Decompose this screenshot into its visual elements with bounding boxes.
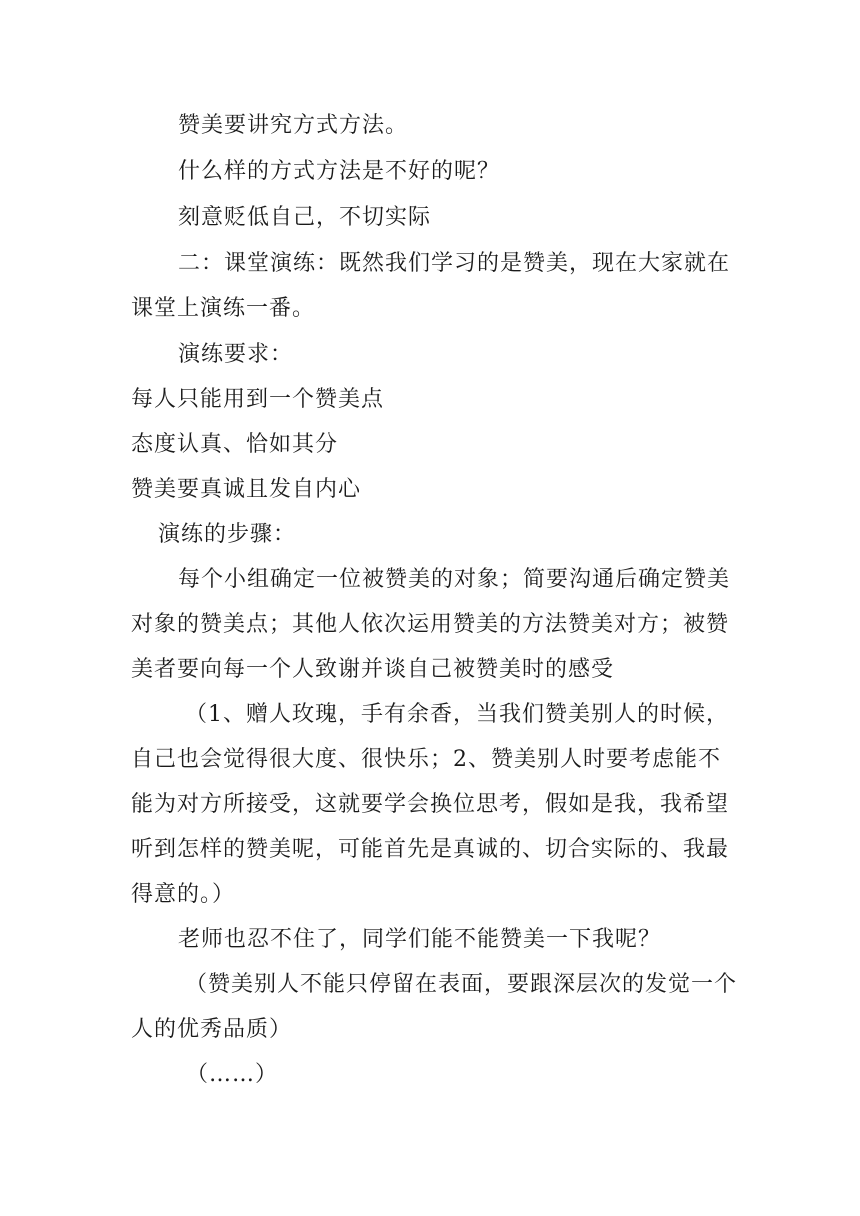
paragraph-line: 能为对方所接受，这就要学会换位思考，假如是我，我希望 — [131, 792, 730, 817]
paragraph-line: （……） — [186, 1062, 279, 1087]
paragraph-line: 赞美要讲究方式方法。 — [178, 113, 409, 138]
paragraph-line: 老师也忍不住了，同学们能不能赞美一下我呢？ — [178, 927, 662, 952]
paragraph-line: 自己也会觉得很大度、很快乐；2、赞美别人时要考虑能不 — [131, 747, 721, 772]
paragraph-line: 刻意贬低自己，不切实际 — [178, 205, 432, 230]
paragraph-line: 人的优秀品质） — [131, 1017, 293, 1042]
paragraph-line: 态度认真、恰如其分 — [131, 432, 339, 457]
paragraph-line: 美者要向每一个人致谢并谈自己被赞美时的感受 — [131, 657, 615, 682]
paragraph-line: （1、赠人玫瑰，手有余香，当我们赞美别人的时候， — [185, 702, 729, 727]
paragraph-line: 二：课堂演练：既然我们学习的是赞美，现在大家就在 — [178, 251, 731, 276]
paragraph-line: 每个小组确定一位被赞美的对象；简要沟通后确定赞美 — [178, 567, 731, 592]
paragraph-line: 什么样的方式方法是不好的呢？ — [178, 159, 501, 184]
paragraph-line: 对象的赞美点；其他人依次运用赞美的方法赞美对方；被赞 — [131, 612, 730, 637]
paragraph-line: 每人只能用到一个赞美点 — [131, 387, 385, 412]
paragraph-line: 赞美要真诚且发自内心 — [131, 477, 362, 502]
paragraph-line: 课堂上演练一番。 — [131, 296, 316, 321]
paragraph-line: 演练的步骤： — [158, 522, 297, 547]
paragraph-line: 听到怎样的赞美呢，可能首先是真诚的、切合实际的、我最 — [131, 837, 730, 862]
paragraph-line: （赞美别人不能只停留在表面，要跟深层次的发觉一个 — [185, 972, 738, 997]
paragraph-line: 得意的。） — [131, 882, 236, 907]
paragraph-line: 演练要求： — [178, 342, 294, 367]
